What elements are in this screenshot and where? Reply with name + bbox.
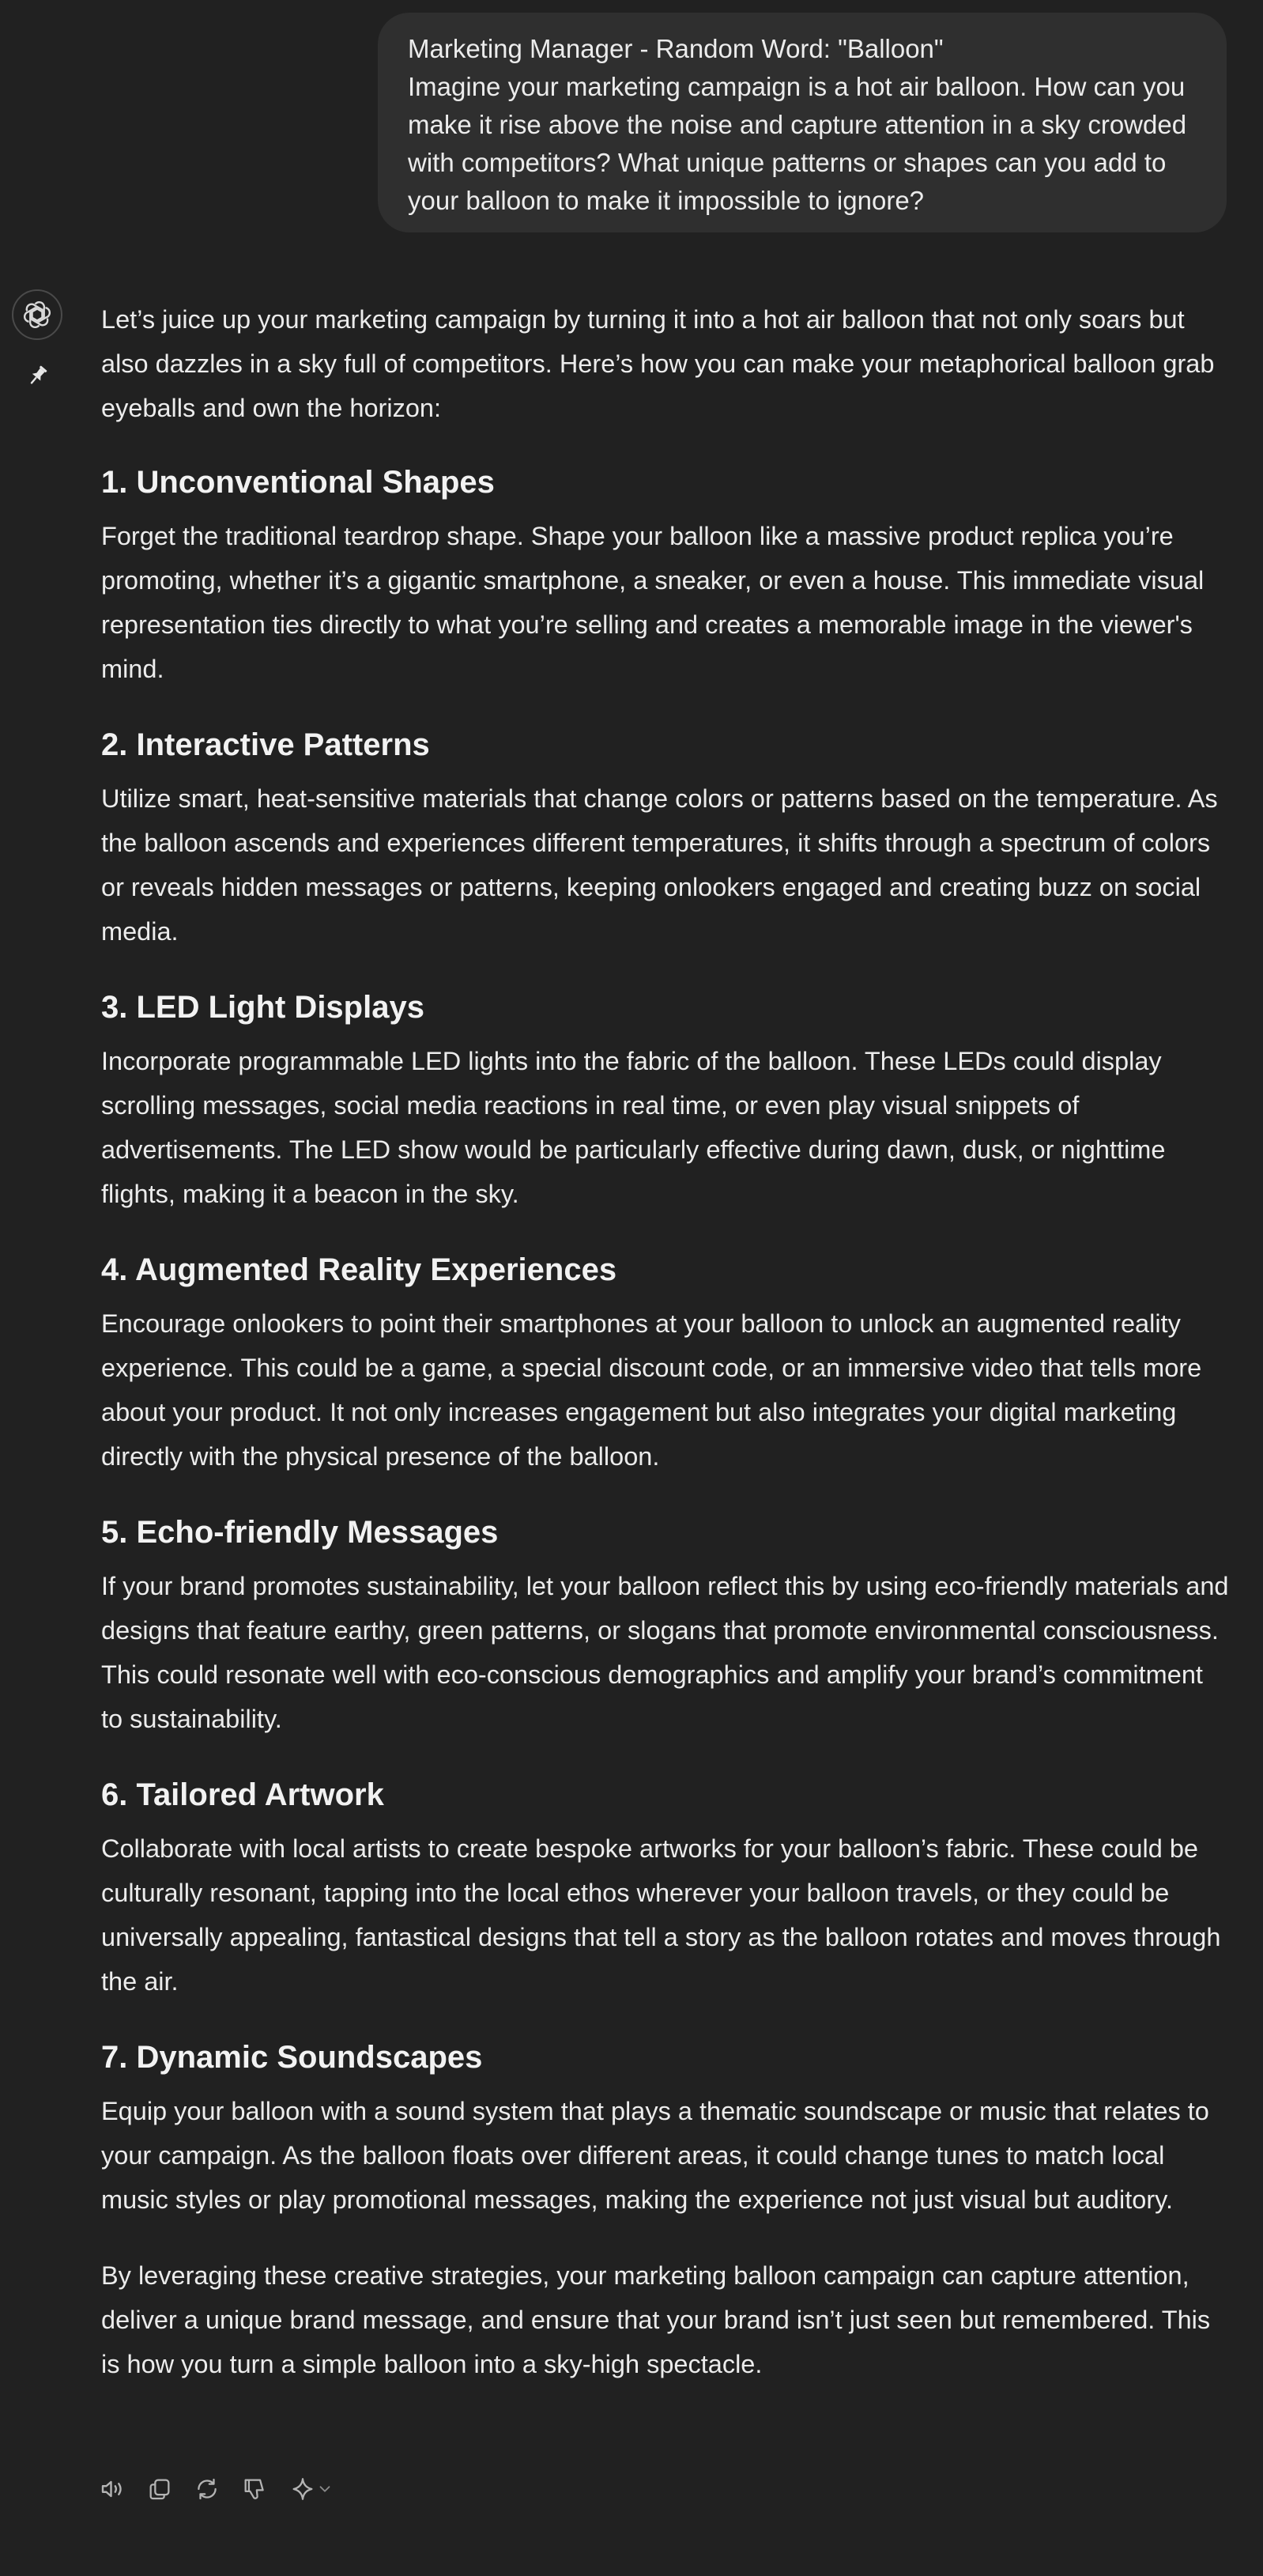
message-action-bar	[96, 2473, 337, 2505]
section-body: Forget the traditional teardrop shape. Shape your balloon like a massive product replica you’re promoting, whether it’s a gigantic smartphone, a sneaker, or even a house. This immediate visual representation ties directly to what you’re selling and creates a memorable image in the viewer's mind.	[101, 522, 1205, 683]
pin-icon	[23, 362, 51, 391]
user-message-line: your balloon to make it impossible to ignore?	[408, 186, 925, 215]
section-body: If your brand promotes sustainability, let your balloon reflect this by using eco-friendly materials and designs that feature earthy, green patterns, or slogans that promote environmental consciousness. This could resonate well with eco-conscious demographics and amplify your brand’s commitment to sustainability.	[101, 1572, 1229, 1733]
pin-button[interactable]	[23, 362, 51, 391]
section-heading: 2. Interactive Patterns	[101, 727, 430, 762]
user-message-line: Imagine your marketing campaign is a hot air balloon. How can you	[408, 72, 1186, 101]
sparkle-model-icon	[289, 2476, 316, 2502]
section-body: Utilize smart, heat-sensitive materials that change colors or patterns based on the temperature. As the balloon ascends and experiences different temperatures, it shifts through a spectrum of colors or reveals hidden messages or patterns, keeping onlookers engaged and creating buzz on social media.	[101, 784, 1218, 946]
openai-logo-icon	[22, 300, 52, 330]
thumbs-down-icon	[241, 2476, 268, 2502]
bad-response-button[interactable]	[239, 2473, 270, 2505]
read-aloud-button[interactable]	[96, 2473, 128, 2505]
section-heading: 5. Echo-friendly Messages	[101, 1515, 499, 1550]
copy-icon	[146, 2476, 173, 2502]
chevron-down-icon	[316, 2480, 334, 2498]
change-model-button[interactable]	[286, 2473, 337, 2505]
assistant-response	[101, 297, 1231, 2386]
section-heading: 7. Dynamic Soundscapes	[101, 2040, 483, 2075]
user-message-line: make it rise above the noise and capture attention in a sky crowded	[408, 110, 1187, 139]
user-message-line: Marketing Manager - Random Word: "Balloon"	[408, 34, 944, 63]
section-body: Incorporate programmable LED lights into the fabric of the balloon. These LEDs could display scrolling messages, social media reactions in real time, or even play visual snippets of advertisements. The LED show would be particularly effective during dawn, dusk, or nighttime flights, making it a beacon in the sky.	[101, 1047, 1166, 1208]
section-heading: 3. LED Light Displays	[101, 990, 424, 1025]
response-conclusion: By leveraging these creative strategies, your marketing balloon campaign can capture attention, deliver a unique brand message, and ensure that your brand isn’t just seen but remembered. This is how you turn a simple balloon into a sky-high spectacle.	[101, 2261, 1211, 2378]
regenerate-icon	[194, 2476, 221, 2502]
section-body: Encourage onlookers to point their smartphones at your balloon to unlock an augmented reality experience. This could be a game, a special discount code, or an immersive video that tells more about your product. It not only increases engagement but also integrates your digital marketing directly with the physical presence of the balloon.	[101, 1309, 1202, 1471]
section-heading: 4. Augmented Reality Experiences	[101, 1252, 617, 1287]
user-message-bubble	[378, 13, 1227, 232]
regenerate-button[interactable]	[191, 2473, 223, 2505]
copy-button[interactable]	[144, 2473, 175, 2505]
speaker-icon	[98, 2475, 126, 2503]
user-message-line: with competitors? What unique patterns or shapes can you add to	[408, 148, 1167, 177]
section-heading: 6. Tailored Artwork	[101, 1777, 384, 1812]
assistant-avatar	[12, 289, 62, 340]
section-body: Equip your balloon with a sound system that plays a thematic soundscape or music that relates to your campaign. As the balloon floats over different areas, it could change tunes to match local music styles or play promotional messages, making the experience not just visual but auditory.	[101, 2097, 1209, 2214]
section-heading: 1. Unconventional Shapes	[101, 465, 495, 500]
section-body: Collaborate with local artists to create bespoke artworks for your balloon’s fabric. These could be culturally resonant, tapping into the local ethos wherever your balloon travels, or they could be universally appealing, fantastical designs that tell a story as the balloon rotates and moves through the air.	[101, 1834, 1221, 1996]
response-intro: Let’s juice up your marketing campaign by turning it into a hot air balloon that not only soars but also dazzles in a sky full of competitors. Here’s how you can make your metaphorical balloon grab eyeballs and own the horizon:	[101, 305, 1215, 422]
